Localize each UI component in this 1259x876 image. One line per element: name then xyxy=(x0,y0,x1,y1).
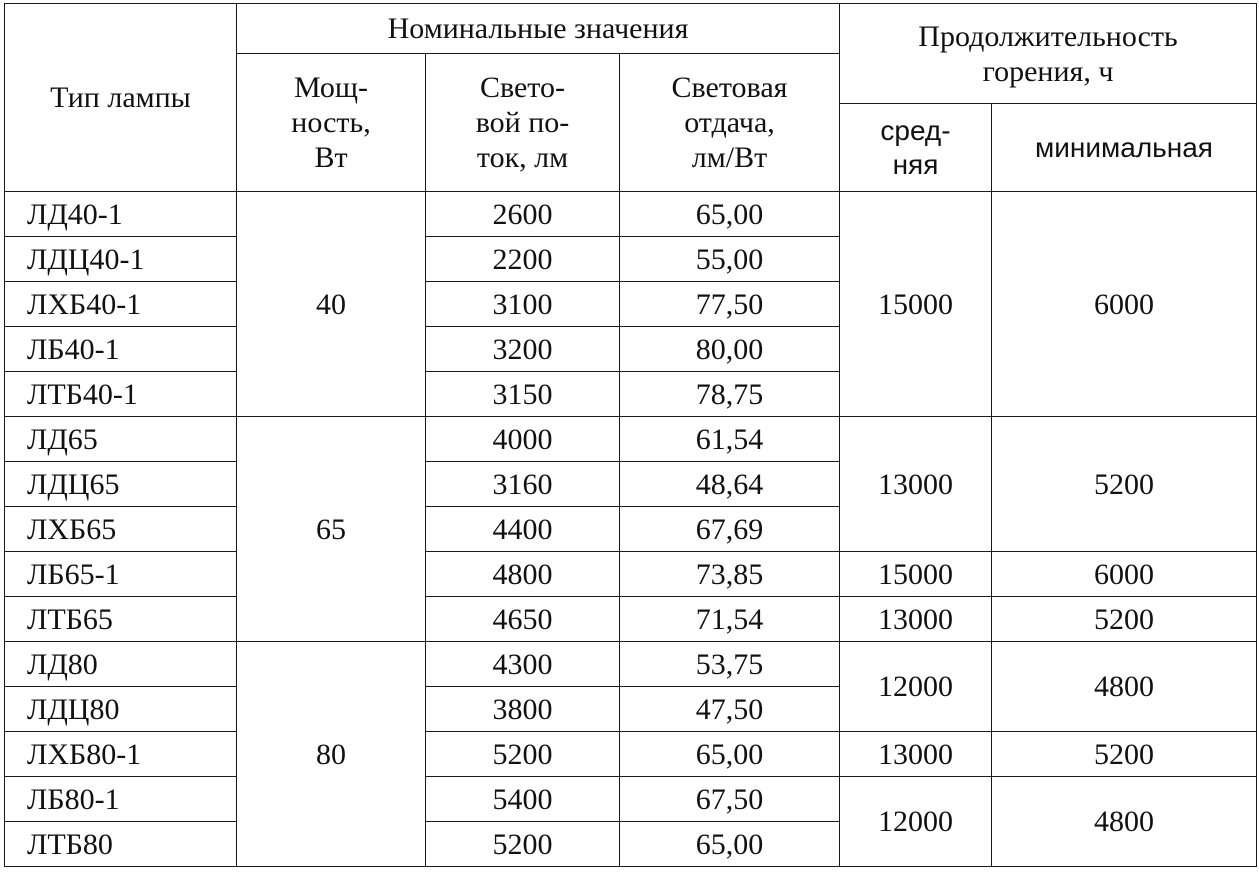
efficacy-cell: 61,54 xyxy=(620,417,840,462)
power-cell: 40 xyxy=(237,192,426,417)
avg-duration-cell: 13000 xyxy=(840,597,992,642)
burning-duration-header: Продолжительность горения, ч xyxy=(840,4,1257,104)
lamp-type-header: Тип лампы xyxy=(5,4,237,192)
min-duration-cell: 4800 xyxy=(992,642,1257,732)
efficacy-cell: 48,64 xyxy=(620,462,840,507)
lamp-type-cell: ЛД65 xyxy=(5,417,237,462)
lamp-type-cell: ЛД80 xyxy=(5,642,237,687)
lamp-type-cell: ЛДЦ80 xyxy=(5,687,237,732)
table-row xyxy=(5,417,1257,462)
flux-cell: 3100 xyxy=(426,282,620,327)
efficacy-cell: 73,85 xyxy=(620,552,840,597)
flux-cell: 2200 xyxy=(426,237,620,282)
flux-cell: 5200 xyxy=(426,732,620,777)
nominal-values-header: Номинальные значения xyxy=(237,4,840,54)
header-row-1 xyxy=(5,4,1257,54)
efficacy-cell: 77,50 xyxy=(620,282,840,327)
lamp-type-cell: ЛБ40-1 xyxy=(5,327,237,372)
lamp-type-cell: ЛХБ65 xyxy=(5,507,237,552)
flux-cell: 4800 xyxy=(426,552,620,597)
efficacy-cell: 65,00 xyxy=(620,822,840,867)
table-row xyxy=(5,192,1257,237)
lamp-specs-table xyxy=(4,3,1257,867)
efficacy-cell: 80,00 xyxy=(620,327,840,372)
luminous-efficacy-header: Световая отдача, лм/Вт xyxy=(620,54,840,192)
lamp-type-cell: ЛТБ65 xyxy=(5,597,237,642)
lamp-type-cell: ЛХБ40-1 xyxy=(5,282,237,327)
flux-cell: 5400 xyxy=(426,777,620,822)
efficacy-cell: 67,69 xyxy=(620,507,840,552)
average-duration-header: сред- няя xyxy=(840,104,992,192)
flux-cell: 4400 xyxy=(426,507,620,552)
lamp-type-cell: ЛТБ40-1 xyxy=(5,372,237,417)
min-duration-cell: 5200 xyxy=(992,417,1257,552)
minimum-duration-header: минимальная xyxy=(992,104,1257,192)
efficacy-cell: 78,75 xyxy=(620,372,840,417)
power-cell: 65 xyxy=(237,417,426,642)
efficacy-cell: 65,00 xyxy=(620,192,840,237)
lamp-type-cell: ЛХБ80-1 xyxy=(5,732,237,777)
avg-duration-cell: 15000 xyxy=(840,552,992,597)
lamp-type-cell: ЛБ80-1 xyxy=(5,777,237,822)
flux-cell: 3200 xyxy=(426,327,620,372)
efficacy-cell: 47,50 xyxy=(620,687,840,732)
efficacy-cell: 53,75 xyxy=(620,642,840,687)
efficacy-cell: 71,54 xyxy=(620,597,840,642)
avg-duration-cell: 12000 xyxy=(840,642,992,732)
power-cell: 80 xyxy=(237,642,426,867)
lamp-type-cell: ЛТБ80 xyxy=(5,822,237,867)
table-row xyxy=(5,777,1257,822)
efficacy-cell: 55,00 xyxy=(620,237,840,282)
min-duration-cell: 5200 xyxy=(992,597,1257,642)
table-row xyxy=(5,552,1257,597)
avg-duration-cell: 13000 xyxy=(840,732,992,777)
flux-cell: 3800 xyxy=(426,687,620,732)
flux-cell: 4300 xyxy=(426,642,620,687)
lamp-type-cell: ЛД40-1 xyxy=(5,192,237,237)
power-header: Мощ- ность, Вт xyxy=(237,54,426,192)
lamp-type-cell: ЛДЦ65 xyxy=(5,462,237,507)
min-duration-cell: 4800 xyxy=(992,777,1257,867)
luminous-flux-header: Свето- вой по- ток, лм xyxy=(426,54,620,192)
efficacy-cell: 65,00 xyxy=(620,732,840,777)
avg-duration-cell: 13000 xyxy=(840,417,992,552)
min-duration-cell: 6000 xyxy=(992,192,1257,417)
min-duration-cell: 6000 xyxy=(992,552,1257,597)
flux-cell: 4650 xyxy=(426,597,620,642)
flux-cell: 3150 xyxy=(426,372,620,417)
lamp-type-cell: ЛБ65-1 xyxy=(5,552,237,597)
flux-cell: 3160 xyxy=(426,462,620,507)
table-row xyxy=(5,642,1257,687)
table-row xyxy=(5,732,1257,777)
min-duration-cell: 5200 xyxy=(992,732,1257,777)
efficacy-cell: 67,50 xyxy=(620,777,840,822)
avg-duration-cell: 12000 xyxy=(840,777,992,867)
avg-duration-cell: 15000 xyxy=(840,192,992,417)
flux-cell: 4000 xyxy=(426,417,620,462)
table-row xyxy=(5,597,1257,642)
flux-cell: 5200 xyxy=(426,822,620,867)
flux-cell: 2600 xyxy=(426,192,620,237)
lamp-type-cell: ЛДЦ40-1 xyxy=(5,237,237,282)
